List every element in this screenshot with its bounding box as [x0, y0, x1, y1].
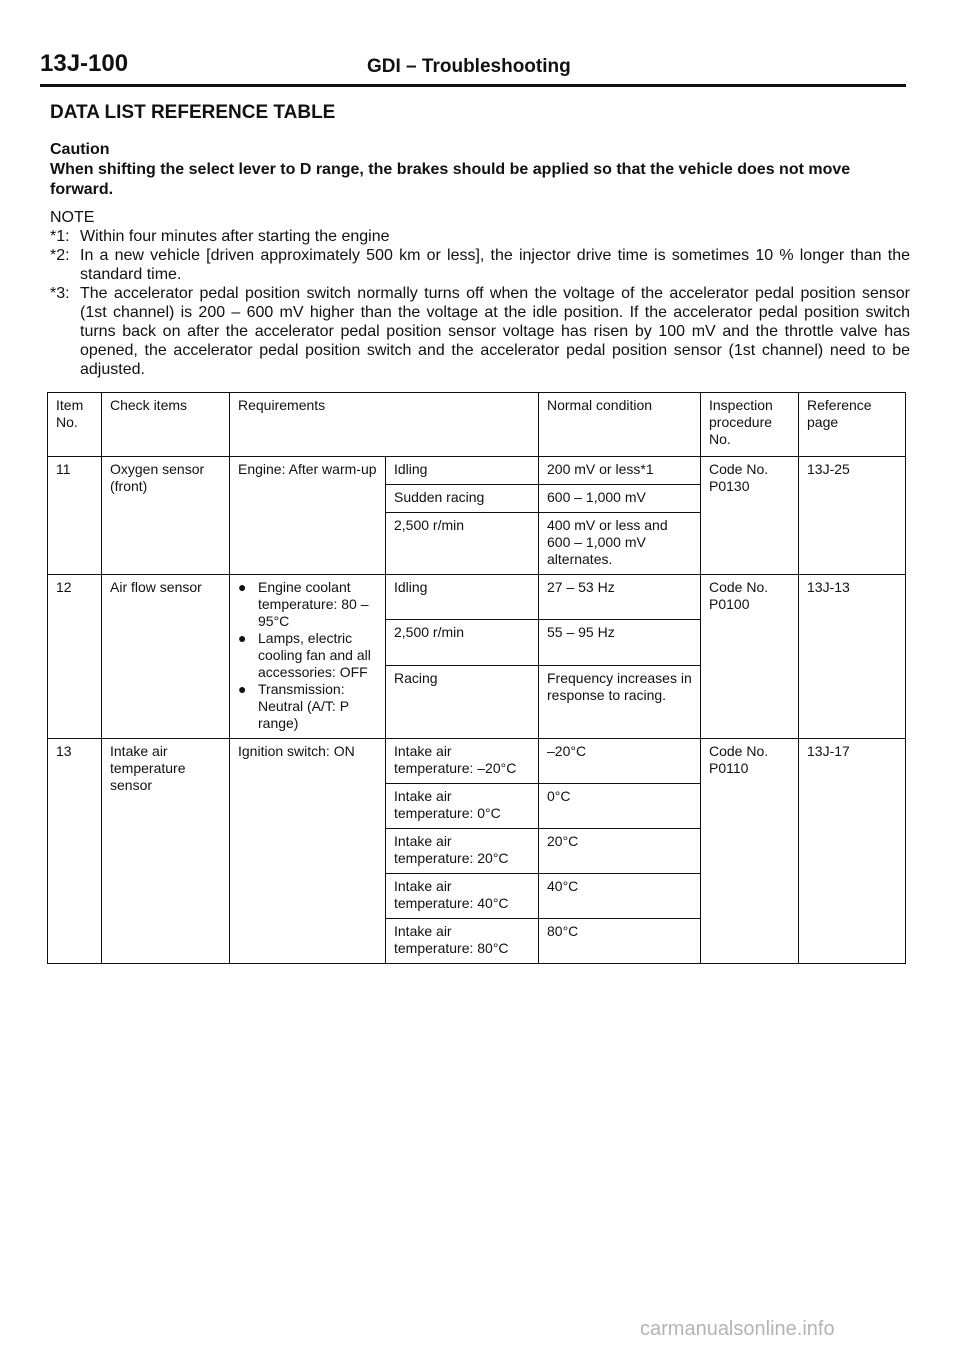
section-title: DATA LIST REFERENCE TABLE	[50, 102, 336, 123]
table-row	[48, 739, 906, 784]
requirement-cell: Ignition switch: ON	[230, 739, 386, 964]
normal-condition-cell: –20°C	[539, 739, 701, 784]
reference-page-cell: 13J-17	[799, 739, 906, 964]
table-row	[48, 575, 906, 620]
condition-cell: Intake air temperature: 20°C	[386, 829, 539, 874]
item-no-cell: 12	[48, 575, 102, 739]
normal-condition-cell: 0°C	[539, 784, 701, 829]
header-inspection-procedure: Inspection procedure No.	[701, 393, 799, 457]
data-list-table	[47, 392, 906, 964]
table-header-row	[48, 393, 906, 457]
header-normal-condition: Normal condition	[539, 393, 701, 457]
footnote-mark: *1	[50, 228, 66, 245]
header-item-no: Item No.	[48, 393, 102, 457]
item-no-cell: 13	[48, 739, 102, 964]
normal-condition-cell: 80°C	[539, 919, 701, 964]
normal-condition-cell: 400 mV or less and 600 – 1,000 mV alternates.	[539, 513, 701, 575]
normal-condition-cell: 40°C	[539, 874, 701, 919]
item-no-cell: 11	[48, 457, 102, 575]
footnote-1: *1: Within four minutes after starting the engine	[50, 227, 910, 246]
normal-condition-cell: 600 – 1,000 mV	[539, 485, 701, 513]
note-label: NOTE	[50, 209, 95, 226]
check-item-cell: Intake air temperature sensor	[102, 739, 230, 964]
header-divider	[40, 84, 906, 87]
caution-text: When shifting the select lever to D range, the brakes should be applied so that the vehicle does not move forward.	[50, 161, 851, 198]
inspection-cell: Code No. P0100	[701, 575, 799, 739]
condition-cell: Intake air temperature: 80°C	[386, 919, 539, 964]
normal-condition-cell: 55 – 95 Hz	[539, 620, 701, 665]
normal-condition-cell: 20°C	[539, 829, 701, 874]
table-row	[48, 457, 906, 485]
caution-label: Caution	[50, 141, 110, 158]
header-reference-page: Reference page	[799, 393, 906, 457]
bullet-icon: ●	[238, 630, 247, 646]
condition-cell: Intake air temperature: 0°C	[386, 784, 539, 829]
bullet-icon: ●	[238, 681, 247, 697]
requirement-cell	[230, 575, 386, 739]
footnote-3: *3: The accelerator pedal position switch normally turns off when the voltage of the accelerator pedal position sensor (1st channel) is 200 – 600 mV higher than the voltage at the idle position. If the accelerator pedal position switch turns back on after the accelerator pedal position sensor voltage has risen by 100 mV and the throttle valve has opened, the accelerator pedal position switch and the accelerator pedal position sensor (1st channel) need to be adjusted.	[50, 285, 910, 378]
check-item-cell: Air flow sensor	[102, 575, 230, 739]
footnote-2: *2: In a new vehicle [driven approximately 500 km or less], the injector drive time is sometimes 10 % longer than the standard time.	[50, 247, 910, 283]
bullet-icon: ●	[238, 579, 247, 595]
condition-cell: Sudden racing	[386, 485, 539, 513]
footnote-text: The accelerator pedal position switch normally turns off when the voltage of the accelerator pedal position sensor (1st channel) is 200 – 600 mV higher than the voltage at the idle position. If the accelerator pedal position switch turns back on after the accelerator pedal position sensor voltage has risen by 100 mV and the throttle valve has opened, the accelerator pedal position switch and the accelerator pedal position sensor (1st channel) need to be adjusted.	[80, 285, 910, 378]
watermark: carmanualsonline.info	[640, 1318, 835, 1340]
page-header	[40, 50, 906, 90]
condition-cell: Idling	[386, 575, 539, 620]
inspection-cell: Code No. P0130	[701, 457, 799, 575]
normal-condition-cell: 27 – 53 Hz	[539, 575, 701, 620]
normal-condition-cell: Frequency increases in response to racing.	[539, 665, 701, 738]
requirement-bullet: ● Engine coolant temperature: 80 – 95°C	[238, 579, 369, 629]
footnote-mark: *2	[50, 247, 66, 264]
condition-cell: Intake air temperature: –20°C	[386, 739, 539, 784]
requirement-bullet: ● Lamps, electric cooling fan and all accessories: OFF	[238, 630, 371, 680]
note-block	[50, 208, 910, 379]
reference-page-cell: 13J-25	[799, 457, 906, 575]
reference-page-cell: 13J-13	[799, 575, 906, 739]
condition-cell: 2,500 r/min	[386, 620, 539, 665]
caution-block	[50, 140, 910, 200]
condition-cell: Intake air temperature: 40°C	[386, 874, 539, 919]
footnote-mark: *3	[50, 285, 66, 302]
page-number: 13J-100	[40, 50, 129, 77]
footnote-text: In a new vehicle [driven approximately 500 km or less], the injector drive time is sometimes 10 % longer than the standard time.	[80, 247, 910, 283]
footnote-text: Within four minutes after starting the engine	[80, 228, 390, 245]
check-item-cell: Oxygen sensor (front)	[102, 457, 230, 575]
condition-cell: Racing	[386, 665, 539, 738]
normal-condition-cell: 200 mV or less*1	[539, 457, 701, 485]
page-title: GDI – Troubleshooting	[367, 56, 571, 77]
header-check-items: Check items	[102, 393, 230, 457]
header-requirements: Requirements	[230, 393, 539, 457]
condition-cell: Idling	[386, 457, 539, 485]
inspection-cell: Code No. P0110	[701, 739, 799, 964]
condition-cell: 2,500 r/min	[386, 513, 539, 575]
requirement-bullet: ● Transmission: Neutral (A/T: P range)	[238, 681, 349, 731]
requirement-cell: Engine: After warm-up	[230, 457, 386, 575]
